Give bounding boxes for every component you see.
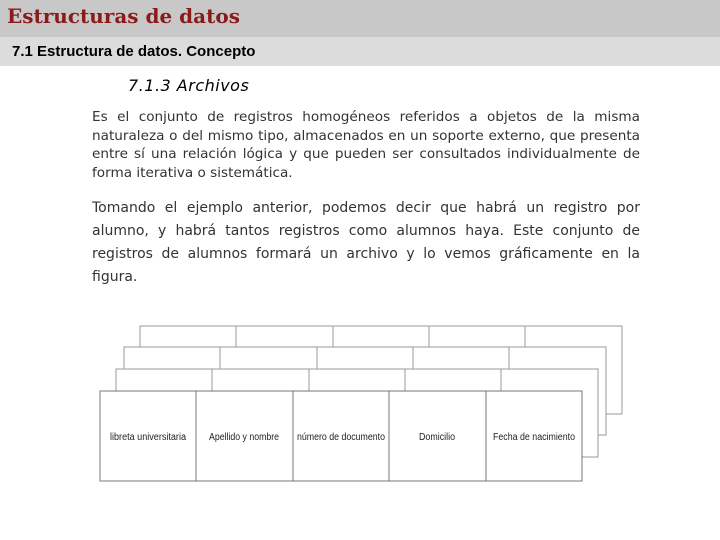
field-apellido-nombre: Apellido y nombre [209, 432, 280, 443]
section-title: 7.1 Estructura de datos. Concepto [12, 43, 256, 60]
field-libreta: libreta universitaria [110, 432, 187, 443]
page-title: Estructuras de datos [7, 4, 240, 28]
field-fecha-nacimiento: Fecha de nacimiento [493, 432, 576, 443]
field-numero-documento: número de documento [297, 432, 386, 443]
paragraph-example: Tomando el ejemplo anterior, podemos decir que habrá un registro por alumno, y habrá tantos registros como alumnos haya. Este conjunto de registros de alumnos formará un archivo y lo vemos gráficamente en la figura. [92, 200, 640, 285]
field-domicilio: Domicilio [419, 432, 456, 443]
paragraph-definition: Es el conjunto de registros homogéneos referidos a objetos de la misma naturaleza o del mismo tipo, almacenados en un soporte externo, que presenta entre sí una relación lógica y que pueden ser consultados individualmente de forma iterativa o sistemática. [92, 109, 640, 181]
subsection-heading: 7.1.3 Archivos [128, 76, 250, 95]
